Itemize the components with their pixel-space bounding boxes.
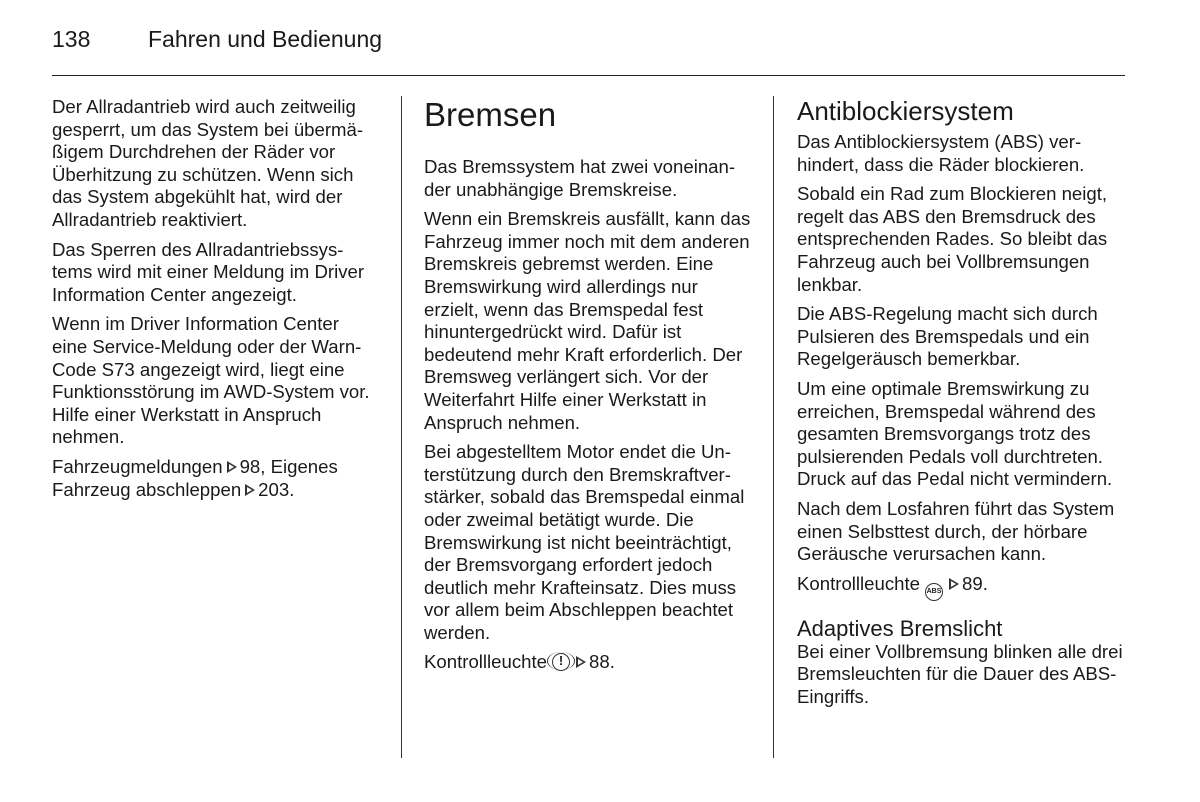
page-number: 138 xyxy=(52,26,91,52)
paragraph: Die ABS-Regelung macht sich durch Pulsieren des Bremspedals und ein Regelgeräusch bemerkbar. xyxy=(797,303,1098,370)
section-heading: Antiblockiersystem xyxy=(797,96,1014,126)
paragraph: Der Allradantrieb wird auch zeitweilig gesperrt, um das System bei übermäßigem Durchdrehen der Räder vor Überhitzung zu schützen. Wenn sich das System abgekühlt hat, wird der Allradantrieb reaktiviert. xyxy=(52,96,364,230)
xref-link[interactable]: 98, Eigenes Fahrzeug abschleppen xyxy=(52,455,338,500)
xref-label: Fahrzeugmeldungen xyxy=(52,455,223,477)
abs-warning-lamp-icon: ABS xyxy=(925,583,943,601)
paragraph: Wenn im Driver Information Center eine Service-Meldung oder der Warn-Code S73 angezeigt wird, liegt eine Funktionsstörung im AWD-System vor. Hilfe einer Werkstatt in Anspruch nehmen. xyxy=(52,313,370,448)
warning-lamp-reference xyxy=(424,651,754,674)
brake-warning-lamp-icon xyxy=(552,653,570,671)
page-header xyxy=(52,26,382,53)
page-reference-arrow-icon xyxy=(227,461,237,473)
subsection-heading: Adaptives Bremslicht xyxy=(797,615,1003,641)
page-reference-arrow-icon xyxy=(245,484,255,496)
paragraph: Bei einer Vollbremsung blinken alle drei Bremsleuchten für die Dauer des ABS-Eingriffs. xyxy=(797,640,1123,707)
warning-lamp-reference xyxy=(797,573,1127,601)
column-divider xyxy=(401,96,402,758)
paragraph: Bei abgestelltem Motor endet die Unterstützung durch den Bremskraftverstärker, sobald das Bremspedal einmal oder zweimal betätigt wurde. Die Bremswirkung ist nicht beeinträchtigt, der Bremsvorgang erfordert jedoch deutlich mehr Krafteinsatz. Dies muss vor allem beim Abschleppen beachtet werden. xyxy=(424,441,745,643)
chapter-title: Fahren und Bedienung xyxy=(148,26,383,52)
column-middle xyxy=(424,96,754,681)
xref-link[interactable]: 88. xyxy=(589,651,615,673)
lamp-label: Kontrollleuchte xyxy=(797,572,921,594)
cross-reference-paragraph xyxy=(52,456,374,501)
paragraph: Um eine optimale Bremswirkung zu erreichen, Bremspedal während des gesamten Bremsvorgangs trotz des pulsierenden Pedals voll durchtreten. Druck auf das Pedal nicht vermindern. xyxy=(797,377,1113,490)
column-left xyxy=(52,96,374,508)
paragraph: Sobald ein Rad zum Blockieren neigt, regelt das ABS den Bremsdruck des entsprechenden Rades. So bleibt das Fahrzeug auch bei Vollbremsungen lenkbar. xyxy=(797,183,1108,295)
page-reference-arrow-icon xyxy=(949,578,959,590)
column-divider xyxy=(773,96,774,758)
paragraph: Nach dem Losfahren führt das System einen Selbsttest durch, der hörbare Geräusche verursachen kann. xyxy=(797,497,1115,565)
paragraph: Das Antiblockiersystem (ABS) verhindert, dass die Räder blockieren. xyxy=(797,131,1085,175)
xref-link[interactable]: 89. xyxy=(962,572,988,594)
paragraph: Das Sperren des Allradantriebssystems wird mit einer Meldung im Driver Information Center angezeigt. xyxy=(52,238,365,305)
paragraph: Wenn ein Bremskreis ausfällt, kann das Fahrzeug immer noch mit dem anderen Bremskreis gebremst werden. Eine Bremswirkung wird allerdings nur erzielt, wenn das Bremspedal fest hinuntergedrückt wird. Dafür ist bedeutend mehr Kraft erforderlich. Der Bremsweg verlängert sich. Vor der Weiterfahrt Hilfe einer Werkstatt in Anspruch nehmen. xyxy=(424,208,751,433)
header-rule xyxy=(52,75,1125,76)
xref-link[interactable]: 203. xyxy=(258,478,295,500)
column-right xyxy=(797,96,1127,715)
section-heading: Bremsen xyxy=(424,96,557,133)
lamp-label: Kontrollleuchte xyxy=(424,651,548,673)
page-reference-arrow-icon xyxy=(576,656,586,668)
paragraph: Das Bremssystem hat zwei voneinander unabhängige Bremskreise. xyxy=(424,156,736,200)
